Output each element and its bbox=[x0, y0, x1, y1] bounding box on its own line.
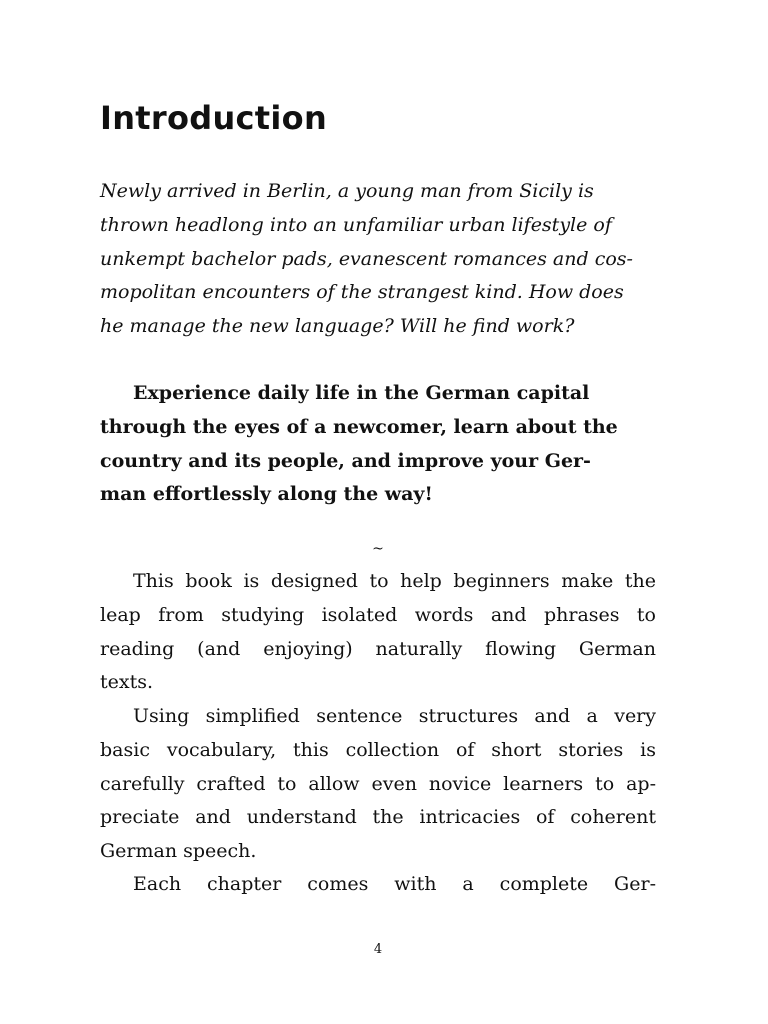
text-line: German speech. bbox=[100, 840, 257, 863]
text-line: he manage the new language? Will he find work? bbox=[100, 315, 575, 338]
body-paragraph-2 bbox=[100, 700, 656, 869]
text-line: mopolitan encounters of the strangest kind. How does bbox=[100, 281, 624, 304]
page-number: 4 bbox=[373, 942, 383, 957]
text-line: This book is designed to help beginners make the bbox=[133, 570, 656, 592]
text-line: preciate and understand the intricacies of coherent bbox=[100, 806, 656, 829]
text-line: unkempt bachelor pads, evanescent romances and cos- bbox=[100, 247, 633, 270]
text-line: texts. bbox=[100, 671, 154, 694]
text-line: carefully crafted to allow even novice learners to ap- bbox=[100, 772, 656, 795]
text-line: Experience daily life in the German capital bbox=[133, 382, 590, 404]
text-line: thrown headlong into an unfamiliar urban lifestyle of bbox=[100, 213, 612, 236]
text-line: Using simplified sentence structures and a very bbox=[133, 705, 656, 727]
intro-italic-paragraph bbox=[100, 175, 656, 344]
intro-bold-paragraph bbox=[100, 377, 656, 512]
text-line: leap from studying isolated words and phrases to bbox=[100, 603, 656, 626]
section-separator: ~ bbox=[372, 541, 384, 557]
text-line: man effortlessly along the way! bbox=[100, 483, 433, 506]
text-line: Each chapter comes with a complete Ger- bbox=[133, 873, 656, 895]
text-line: basic vocabulary, this collection of short stories is bbox=[100, 738, 656, 761]
text-line: country and its people, and improve your Ger- bbox=[100, 449, 591, 472]
text-line: Newly arrived in Berlin, a young man from Sicily is bbox=[100, 180, 594, 202]
body-paragraph-3 bbox=[100, 868, 656, 902]
text-line: reading (and enjoying) naturally flowing German bbox=[100, 637, 656, 660]
body-paragraph-1 bbox=[100, 565, 656, 700]
page-title: Introduction bbox=[100, 99, 328, 137]
text-line: through the eyes of a newcomer, learn about the bbox=[100, 415, 618, 438]
